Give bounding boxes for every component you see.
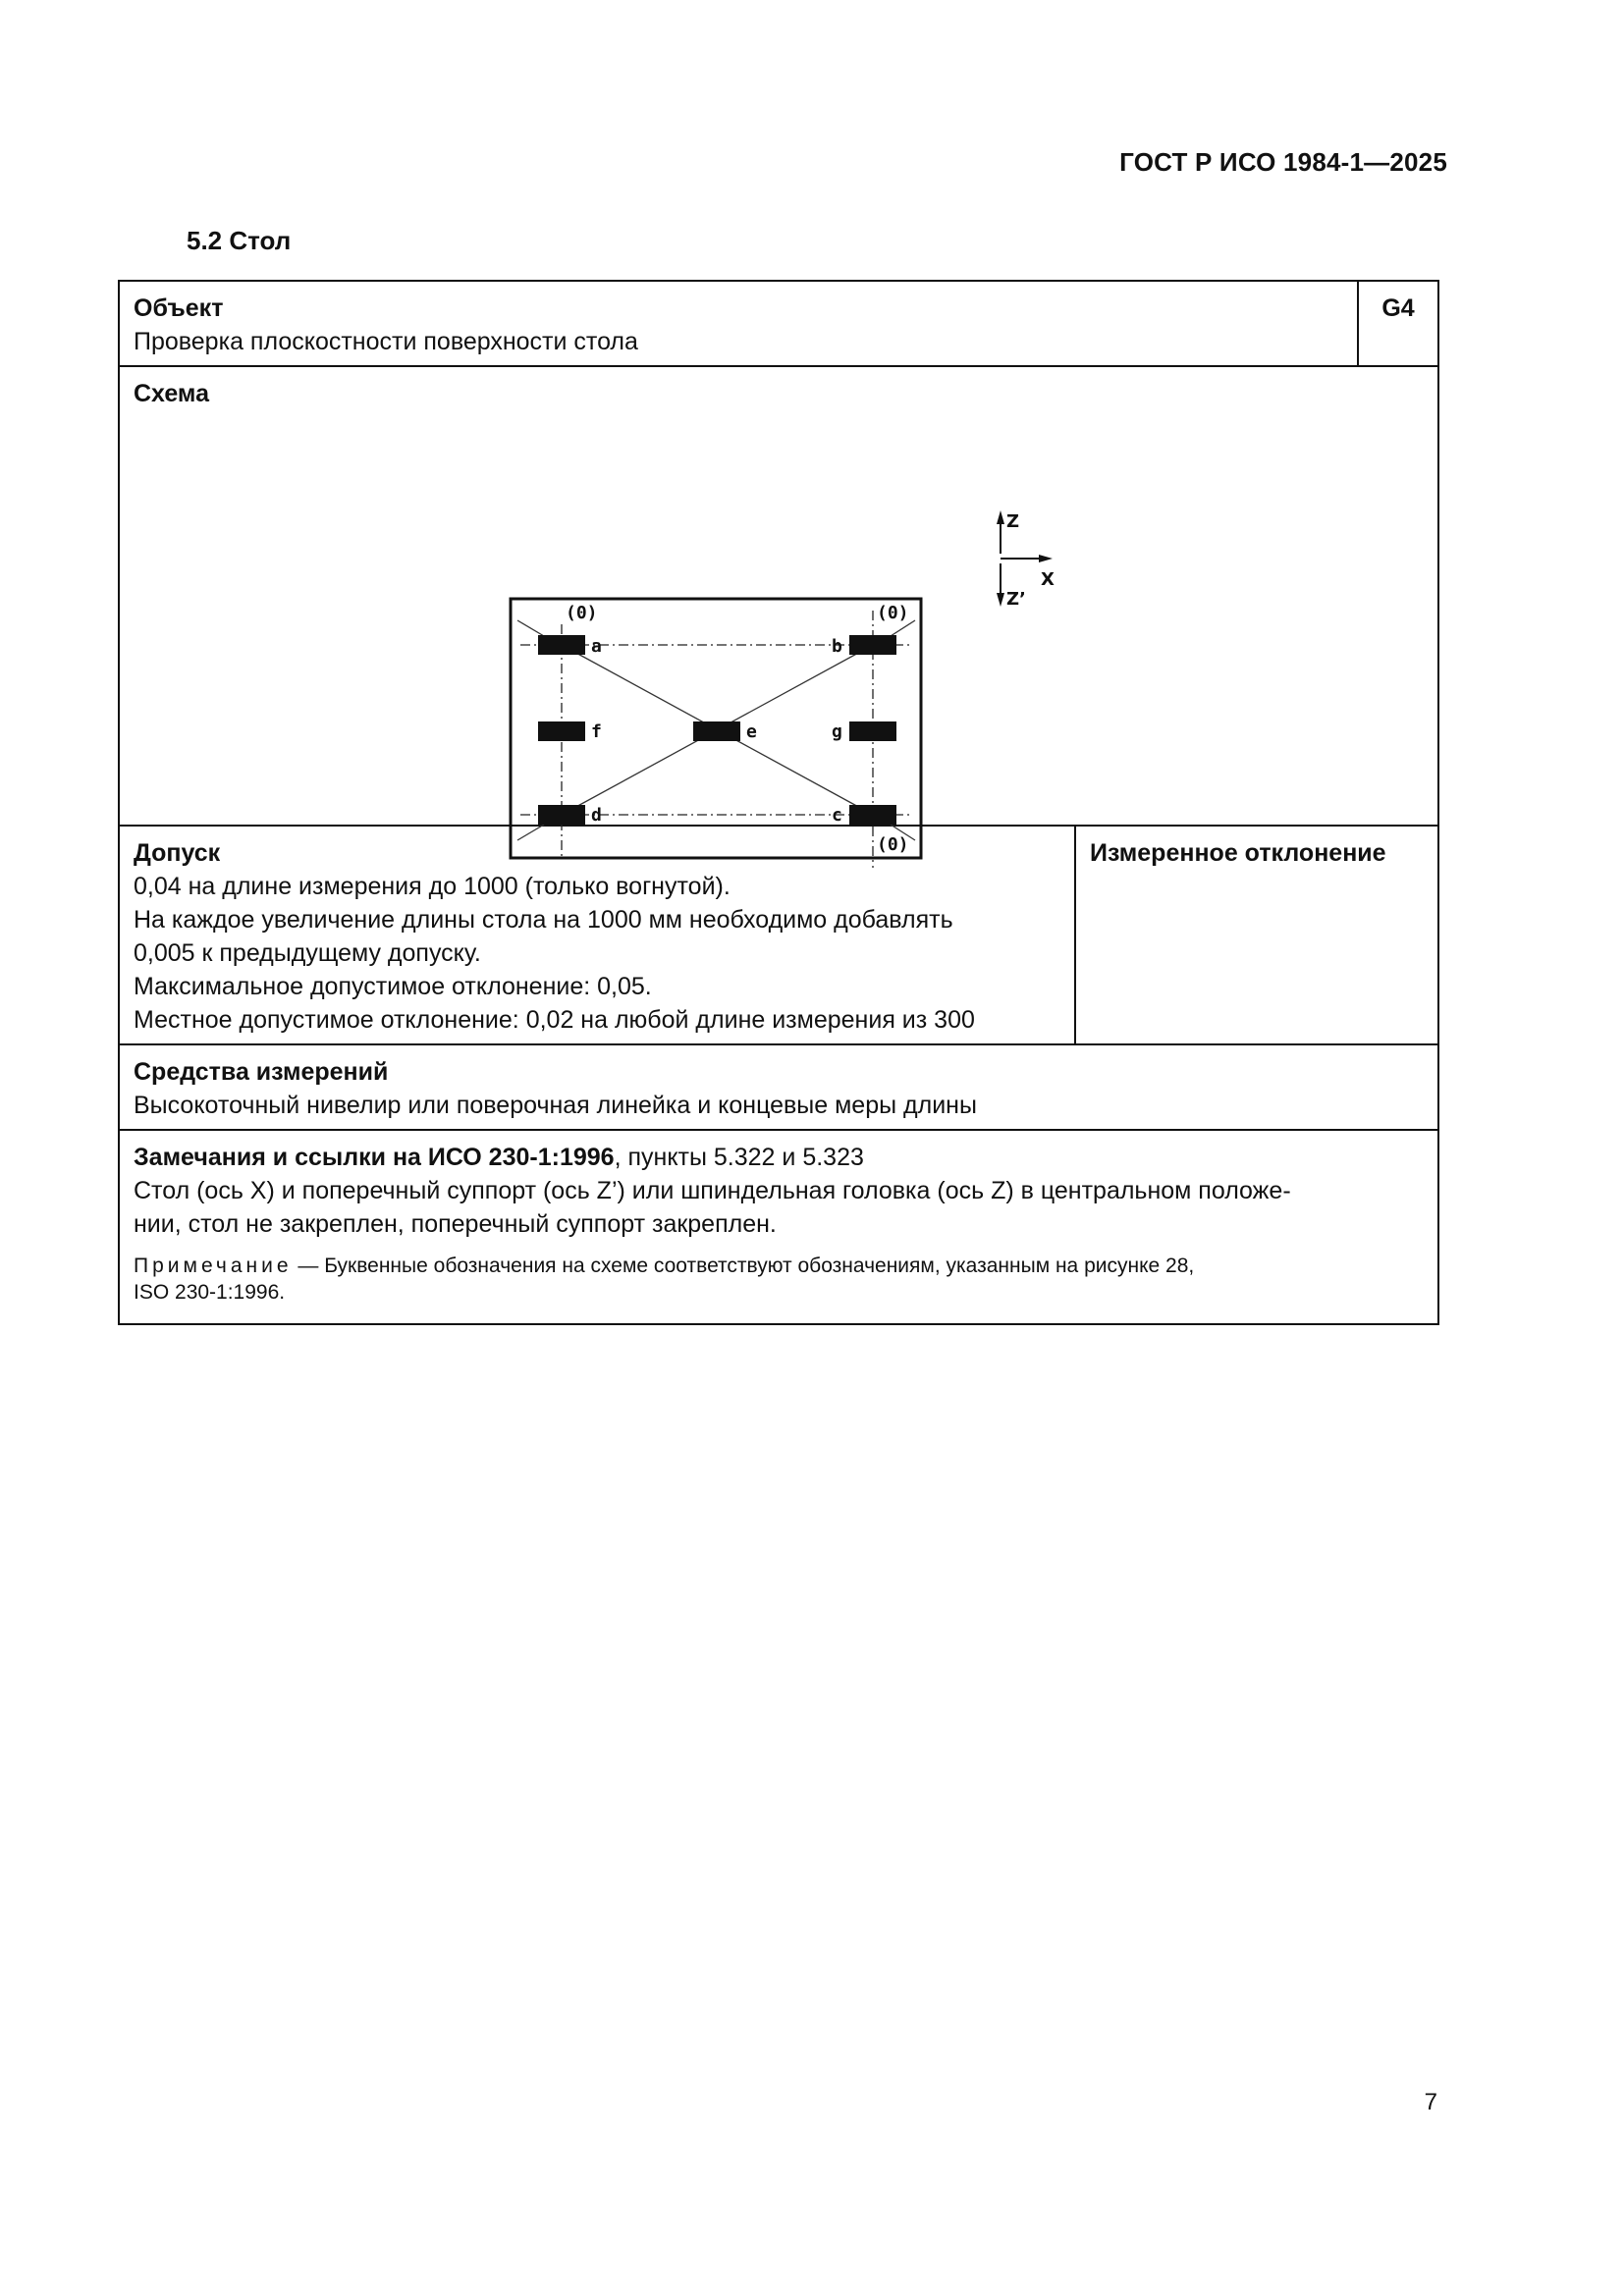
tools-label: Средства измерений — [134, 1058, 389, 1086]
object-text: Проверка плоскостности поверхности стола — [134, 328, 638, 355]
remarks-line: нии, стол не закреплен, поперечный суппорт закреплен. — [134, 1210, 777, 1238]
note-label: Примечание — [134, 1255, 293, 1277]
tolerance-label: Допуск — [134, 839, 221, 867]
zero-label-tr: (0) — [877, 603, 909, 623]
tolerance-line: 0,005 к предыдущему допуску. — [134, 939, 481, 967]
remarks-row — [120, 1131, 1437, 1323]
label-d: d — [591, 805, 602, 826]
axis-x-label: X — [1041, 569, 1055, 590]
label-c: c — [832, 805, 842, 826]
block-f — [538, 721, 585, 741]
object-row — [120, 282, 1437, 367]
tolerance-line: На каждое увеличение длины стола на 1000 мм необходимо добавлять — [134, 906, 953, 934]
note-line2: ISO 230-1:1996. — [134, 1281, 286, 1304]
label-g: g — [832, 721, 842, 742]
block-d — [538, 805, 585, 825]
arrow-x-icon — [1039, 555, 1053, 562]
object-cell — [120, 282, 1359, 365]
label-a: a — [591, 636, 602, 657]
block-e — [693, 721, 740, 741]
tolerance-line: Местное допустимое отклонение: 0,02 на любой длине измерения из 300 — [134, 1006, 975, 1034]
tools-cell — [120, 1045, 1437, 1129]
tolerance-line: 0,04 на длине измерения до 1000 (только вогнутой). — [134, 873, 731, 900]
tolerance-line: Максимальное допустимое отклонение: 0,05. — [134, 973, 652, 1000]
block-c — [849, 805, 896, 825]
axis-zprime-label: Z’ — [1006, 589, 1026, 610]
block-g — [849, 721, 896, 741]
zero-label-br: (0) — [877, 834, 909, 855]
label-f: f — [591, 721, 602, 742]
remarks-line: Стол (ось X) и поперечный суппорт (ось Z’) или шпиндельная головка (ось Z) в центральном положе- — [134, 1177, 1291, 1204]
document-code: ГОСТ Р ИСО 1984-1—2025 — [1119, 147, 1447, 177]
page-number: 7 — [1424, 2089, 1437, 2115]
block-a — [538, 635, 585, 655]
block-b — [849, 635, 896, 655]
tick-tl — [517, 620, 544, 636]
test-code: G4 — [1381, 294, 1415, 322]
zero-label-tl: (0) — [566, 603, 598, 623]
arrow-z-icon — [997, 510, 1004, 524]
label-b: b — [832, 636, 842, 657]
measured-deviation-label: Измеренное отклонение — [1090, 839, 1386, 867]
tools-text: Высокоточный нивелир или поверочная линейка и концевые меры длины — [134, 1092, 977, 1119]
remarks-heading — [134, 1141, 1424, 1174]
axis-z-label: Z — [1006, 511, 1020, 532]
remarks-ref: , пункты 5.322 и 5.323 — [614, 1144, 864, 1171]
section-title: 5.2 Стол — [187, 226, 292, 255]
scheme-label: Схема — [134, 380, 209, 407]
label-e: e — [746, 721, 757, 742]
test-sheet-table — [118, 280, 1439, 1325]
arrow-zprime-icon — [997, 593, 1004, 607]
tools-row — [120, 1045, 1437, 1131]
remarks-label: Замечания и ссылки на ИСО 230-1:1996 — [134, 1144, 615, 1171]
remarks-cell — [120, 1131, 1437, 1323]
note — [134, 1253, 1424, 1306]
note-text: — Буквенные обозначения на схеме соответствуют обозначениям, указанным на рисунке 28, — [292, 1255, 1195, 1277]
object-label: Объект — [134, 294, 224, 322]
